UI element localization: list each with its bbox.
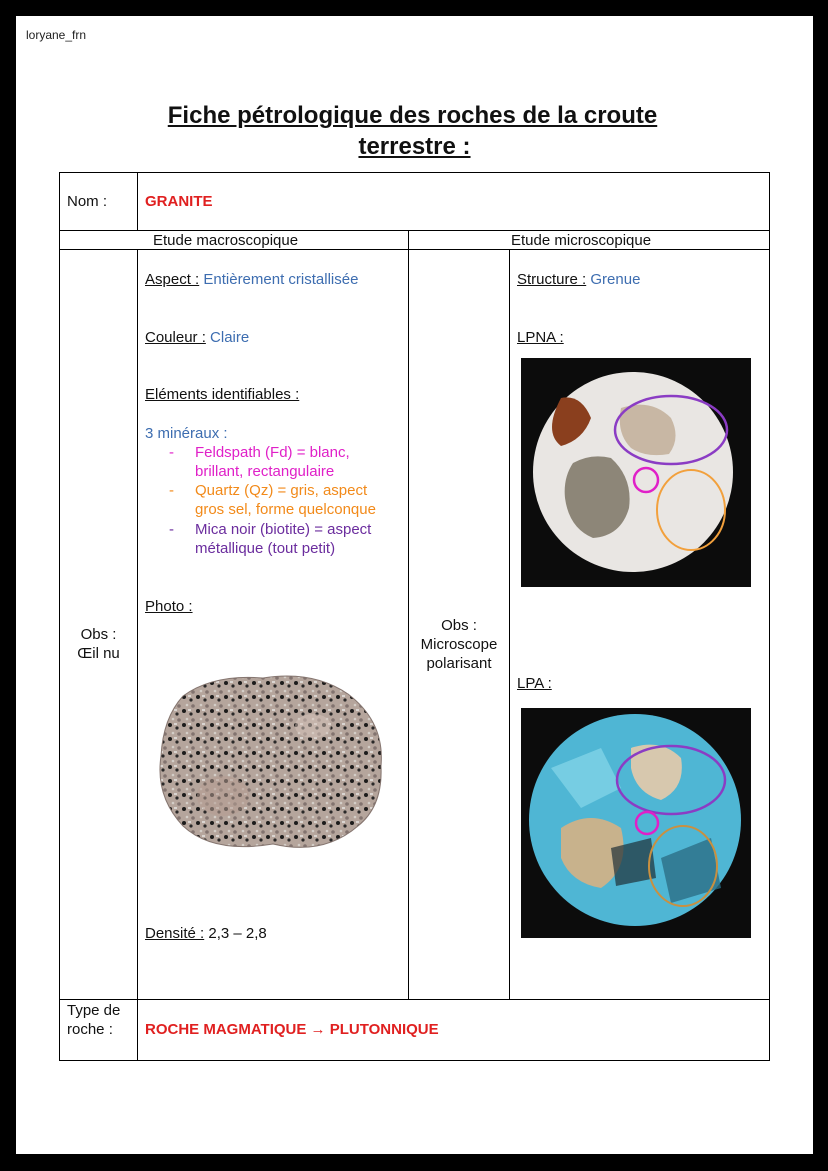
col-header-macro: Etude macroscopique: [153, 232, 299, 249]
elements-label: Eléments identifiables :: [145, 386, 300, 403]
obs-microscope-label: Obs : Microscope polarisant: [420, 617, 498, 672]
couleur-value: Claire: [210, 329, 250, 346]
list-item: - Quartz (Qz) = gris, aspect gros sel, forme quelconque: [169, 482, 376, 518]
microscope-lpna-image: [521, 358, 751, 587]
col-header-micro: Etude microscopique: [511, 232, 652, 249]
page-title: [16, 100, 813, 162]
lpa-label: LPA :: [517, 675, 552, 692]
username-watermark: loryane_frn: [26, 28, 87, 42]
title-line-2: terrestre :: [358, 133, 471, 160]
aspect-value: Entièrement cristallisée: [203, 271, 359, 288]
couleur-row: Couleur : Claire: [145, 329, 250, 346]
structure-value: Grenue: [590, 271, 641, 288]
densite-value: 2,3 – 2,8: [208, 925, 267, 942]
document-page: [16, 16, 813, 1154]
type-label: Type de roche :: [67, 1002, 121, 1038]
lpna-label: LPNA :: [517, 329, 564, 346]
list-item: - Feldspath (Fd) = blanc, brillant, rectangulaire: [169, 444, 350, 480]
densite-row: Densité : 2,3 – 2,8: [145, 925, 267, 942]
minerals-intro: 3 minéraux :: [145, 425, 228, 442]
structure-row: Structure : Grenue: [517, 271, 641, 288]
nom-label: Nom :: [67, 193, 108, 210]
rock-type: ROCHE MAGMATIQUE → PLUTONNIQUE: [145, 1021, 439, 1038]
rock-name: GRANITE: [145, 193, 213, 210]
photo-label: Photo :: [145, 598, 193, 615]
microscope-lpa-image: [521, 708, 751, 938]
granite-photo: [153, 666, 389, 862]
title-line-1: Fiche pétrologique des roches de la croute: [167, 102, 658, 129]
obs-eye-label: Obs : Œil nu: [77, 626, 120, 662]
aspect-row: Aspect : Entièrement cristallisée: [145, 271, 359, 288]
list-item: - Mica noir (biotite) = aspect métallique (tout petit): [169, 521, 372, 557]
